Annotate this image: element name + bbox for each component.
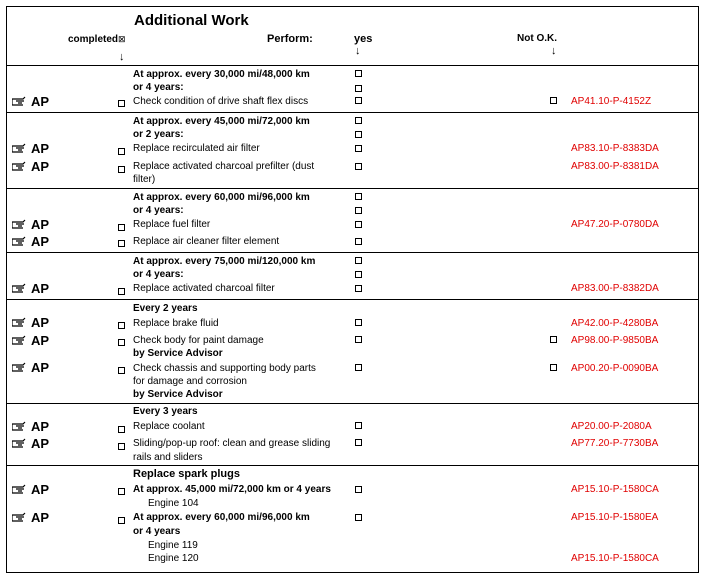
completed-checkbox[interactable] <box>118 488 125 495</box>
yes-checkbox[interactable] <box>355 97 362 104</box>
engine-label: Engine 120 <box>148 553 199 564</box>
pointing-hand-icon <box>12 96 30 108</box>
page-title: Additional Work <box>134 12 249 29</box>
completed-checkbox[interactable] <box>118 339 125 346</box>
ap-code: AP98.00-P-9850BA <box>571 335 659 346</box>
item-text: Replace air cleaner filter element <box>133 236 280 247</box>
item-text: rails and sliders <box>133 452 203 463</box>
ap-code: AP83.00-P-8382DA <box>571 283 659 294</box>
ap-code: AP41.10-P-4152Z <box>571 96 652 107</box>
ap-code: AP77.20-P-7730BA <box>571 438 659 449</box>
item-text: Replace activated charcoal filter <box>133 283 275 294</box>
ap-pointer: AP <box>12 482 49 498</box>
yes-checkbox[interactable] <box>355 271 362 278</box>
yes-checkbox[interactable] <box>355 364 362 371</box>
completed-label: completed⊠ <box>68 34 126 45</box>
engine-label: Engine 119 <box>148 540 198 551</box>
item-text: Replace coolant <box>133 421 205 432</box>
section-heading: At approx. every 45,000 mi/72,000 km <box>133 116 310 127</box>
pointing-hand-icon <box>12 362 30 374</box>
perform-label: Perform: <box>267 33 313 45</box>
not-ok-checkbox[interactable] <box>550 97 557 104</box>
pointing-hand-icon <box>12 335 30 347</box>
yes-label: yes <box>354 33 373 45</box>
ap-pointer: AP <box>12 94 49 110</box>
ap-code: AP15.10-P-1580EA <box>571 512 659 523</box>
item-text: or 4 years <box>133 526 181 537</box>
section-heading: or 4 years: <box>133 205 184 216</box>
ap-pointer: AP <box>12 419 49 435</box>
item-text: filter) <box>133 174 156 185</box>
yes-checkbox[interactable] <box>355 514 362 521</box>
pointing-hand-icon <box>12 161 30 173</box>
yes-checkbox[interactable] <box>355 486 362 493</box>
yes-checkbox[interactable] <box>355 207 362 214</box>
yes-checkbox[interactable] <box>355 238 362 245</box>
ap-code: AP47.20-P-0780DA <box>571 219 659 230</box>
ap-code: AP15.10-P-1580CA <box>571 484 659 495</box>
section-heading: or 4 years: <box>133 269 184 280</box>
ap-code: AP83.10-P-8383DA <box>571 143 659 154</box>
pointing-hand-icon <box>12 438 30 450</box>
yes-checkbox[interactable] <box>355 336 362 343</box>
yes-checkbox[interactable] <box>355 131 362 138</box>
section-heading: Every 3 years <box>133 406 198 417</box>
ap-code: AP42.00-P-4280BA <box>571 318 659 329</box>
completed-checkbox[interactable] <box>118 322 125 329</box>
engine-label: Engine 104 <box>148 498 199 509</box>
completed-checkbox[interactable] <box>118 367 125 374</box>
pointing-hand-icon <box>12 512 30 524</box>
ap-pointer: AP <box>12 315 49 331</box>
yes-checkbox[interactable] <box>355 193 362 200</box>
completed-checkbox[interactable] <box>118 166 125 173</box>
yes-checkbox[interactable] <box>355 257 362 264</box>
pointing-hand-icon <box>12 283 30 295</box>
item-text: Replace activated charcoal prefilter (dust <box>133 161 315 172</box>
ap-code: AP15.10-P-1580CA <box>571 553 659 564</box>
yes-checkbox[interactable] <box>355 422 362 429</box>
section-heading: At approx. every 30,000 mi/48,000 km <box>133 69 310 80</box>
item-text: for damage and corrosion <box>133 376 247 387</box>
item-text: Check condition of drive shaft flex discs <box>133 96 309 107</box>
item-text: At approx. 45,000 mi/72,000 km or 4 years <box>133 484 331 495</box>
ap-pointer: AP <box>12 510 49 526</box>
completed-checkbox[interactable] <box>118 426 125 433</box>
pointing-hand-icon <box>12 219 30 231</box>
item-text: At approx. every 60,000 mi/96,000 km <box>133 512 310 523</box>
ap-pointer: AP <box>12 159 49 175</box>
ap-pointer: AP <box>12 333 49 349</box>
not-ok-checkbox[interactable] <box>550 336 557 343</box>
pointing-hand-icon <box>12 421 30 433</box>
completed-arrow-icon: ↓ <box>119 51 125 63</box>
section-heading: or 2 years: <box>133 129 184 140</box>
ap-pointer: AP <box>12 360 49 376</box>
section-heading: Every 2 years <box>133 303 198 314</box>
item-text: Replace brake fluid <box>133 318 219 329</box>
section-heading: or 4 years: <box>133 82 184 93</box>
completed-box-icon: ⊠ <box>118 34 126 44</box>
ap-pointer: AP <box>12 217 49 233</box>
ap-pointer: AP <box>12 141 49 157</box>
yes-checkbox[interactable] <box>355 319 362 326</box>
item-text: Check body for paint damage <box>133 335 264 346</box>
yes-arrow-icon: ↓ <box>355 45 361 57</box>
section-heading: At approx. every 75,000 mi/120,000 km <box>133 256 316 267</box>
pointing-hand-icon <box>12 143 30 155</box>
section-heading: Replace spark plugs <box>133 468 240 480</box>
yes-checkbox[interactable] <box>355 163 362 170</box>
yes-checkbox[interactable] <box>355 70 362 77</box>
ap-pointer: AP <box>12 234 49 250</box>
completed-checkbox[interactable] <box>118 240 125 247</box>
completed-checkbox[interactable] <box>118 148 125 155</box>
item-text: Replace recirculated air filter <box>133 143 260 154</box>
yes-checkbox[interactable] <box>355 117 362 124</box>
completed-checkbox[interactable] <box>118 517 125 524</box>
advisor-note: by Service Advisor <box>133 389 223 400</box>
advisor-note: by Service Advisor <box>133 348 223 359</box>
section-heading: At approx. every 60,000 mi/96,000 km <box>133 192 310 203</box>
yes-checkbox[interactable] <box>355 285 362 292</box>
ap-code: AP20.00-P-2080A <box>571 421 652 432</box>
pointing-hand-icon <box>12 236 30 248</box>
completed-checkbox[interactable] <box>118 100 125 107</box>
yes-checkbox[interactable] <box>355 221 362 228</box>
yes-checkbox[interactable] <box>355 85 362 92</box>
yes-checkbox[interactable] <box>355 145 362 152</box>
not-ok-label: Not O.K. <box>517 33 557 44</box>
item-text: Check chassis and supporting body parts <box>133 363 316 374</box>
completed-checkbox[interactable] <box>118 443 125 450</box>
pointing-hand-icon <box>12 484 30 496</box>
not-ok-arrow-icon: ↓ <box>551 45 557 57</box>
item-text: Sliding/pop-up roof: clean and grease sliding <box>133 438 331 449</box>
yes-checkbox[interactable] <box>355 439 362 446</box>
ap-pointer: AP <box>12 436 49 452</box>
pointing-hand-icon <box>12 317 30 329</box>
completed-checkbox[interactable] <box>118 224 125 231</box>
ap-pointer: AP <box>12 281 49 297</box>
completed-checkbox[interactable] <box>118 288 125 295</box>
item-text: Replace fuel filter <box>133 219 211 230</box>
ap-code: AP00.20-P-0090BA <box>571 363 659 374</box>
ap-code: AP83.00-P-8381DA <box>571 161 659 172</box>
not-ok-checkbox[interactable] <box>550 364 557 371</box>
